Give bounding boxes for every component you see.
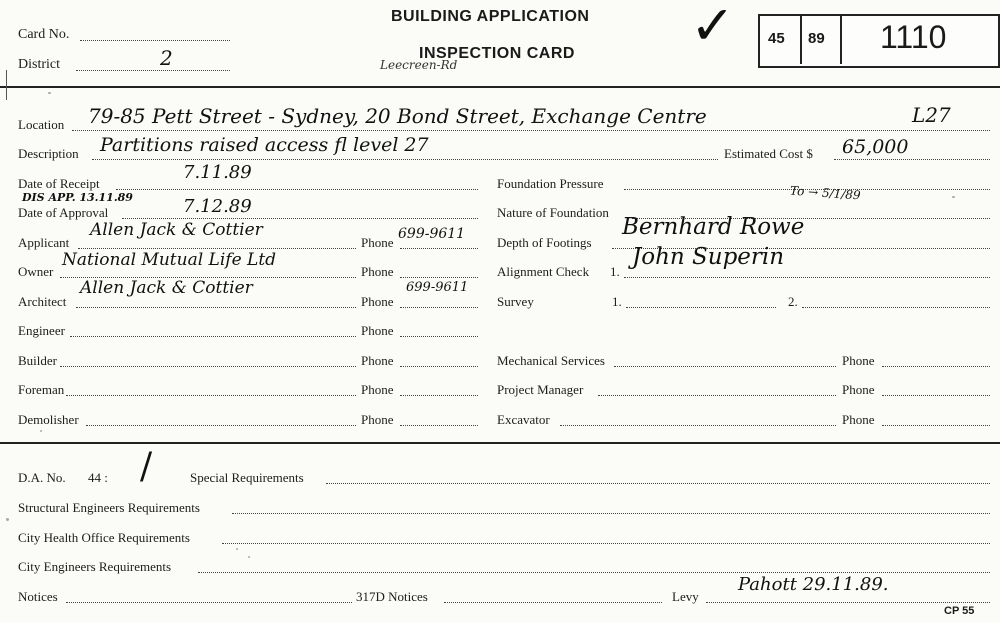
owner-label: Owner bbox=[18, 264, 54, 279]
health-req-line bbox=[222, 543, 990, 544]
depth-footings-label: Depth of Footings bbox=[497, 235, 592, 250]
special-req-line bbox=[326, 483, 990, 484]
project-manager-label: Project Manager bbox=[497, 382, 584, 397]
scan-mark bbox=[6, 70, 7, 100]
health-req-label: City Health Office Requirements bbox=[18, 530, 190, 545]
applicant-phone-label: Phone bbox=[361, 235, 394, 250]
district-value: 2 bbox=[160, 46, 173, 70]
box-divider-1 bbox=[800, 16, 802, 64]
scan-speck bbox=[236, 548, 238, 550]
location-label: Location bbox=[18, 117, 65, 132]
builder-phone-line bbox=[400, 366, 478, 367]
foundation-pressure-label: Foundation Pressure bbox=[497, 176, 604, 191]
date-approval-label: Date of Approval bbox=[18, 205, 109, 220]
header-scribble: Leecreen-Rd bbox=[380, 58, 458, 72]
engineer-phone-line bbox=[400, 336, 478, 337]
project-manager-phone-label: Phone bbox=[842, 382, 875, 397]
scan-speck bbox=[952, 196, 955, 198]
builder-phone-label: Phone bbox=[361, 353, 394, 368]
levy-label: Levy bbox=[672, 589, 699, 604]
card-no-line bbox=[80, 40, 230, 41]
demolisher-phone-label: Phone bbox=[361, 412, 394, 427]
notices-line bbox=[66, 602, 352, 603]
architect-phone-line bbox=[400, 307, 478, 308]
depth-footings-value: Bernhard Rowe bbox=[622, 214, 805, 240]
mechanical-phone-line bbox=[882, 366, 990, 367]
da-no-value: 44 : bbox=[88, 470, 108, 485]
alignment-check-value: John Superin bbox=[632, 244, 785, 270]
builder-label: Builder bbox=[18, 353, 57, 368]
scan-speck bbox=[248, 556, 250, 558]
number-box-3: 1110 bbox=[880, 19, 947, 55]
date-approval-line bbox=[122, 218, 478, 219]
number-box-1: 45 bbox=[768, 30, 785, 47]
requirements-divider bbox=[0, 442, 1000, 444]
applicant-label: Applicant bbox=[18, 235, 70, 250]
nature-foundation-note: To → 5/1/89 bbox=[789, 183, 862, 203]
card-title-line2: INSPECTION CARD bbox=[419, 45, 575, 62]
foreman-phone-line bbox=[400, 395, 478, 396]
excavator-label: Excavator bbox=[497, 412, 550, 427]
date-receipt-label: Date of Receipt bbox=[18, 176, 100, 191]
description-value: Partitions raised access fl level 27 bbox=[100, 134, 429, 156]
nature-foundation-label: Nature of Foundation bbox=[497, 205, 609, 220]
architect-value: Allen Jack & Cottier bbox=[80, 278, 253, 298]
header-divider bbox=[0, 86, 1000, 88]
mechanical-label: Mechanical Services bbox=[497, 353, 605, 368]
notices-label: Notices bbox=[18, 589, 58, 604]
survey-index-2: 2. bbox=[788, 294, 798, 309]
description-label: Description bbox=[18, 146, 79, 161]
excavator-phone-label: Phone bbox=[842, 412, 875, 427]
architect-label: Architect bbox=[18, 294, 67, 309]
dis-app-note: DIS APP. 13.11.89 bbox=[22, 191, 133, 204]
district-line bbox=[76, 70, 230, 71]
engineer-phone-label: Phone bbox=[361, 323, 394, 338]
notices-317d-line bbox=[444, 602, 662, 603]
applicant-phone-value: 699-9611 bbox=[398, 226, 466, 242]
card-title-line1: BUILDING APPLICATION bbox=[391, 8, 590, 25]
demolisher-label: Demolisher bbox=[18, 412, 79, 427]
alignment-check-label: Alignment Check bbox=[497, 264, 590, 279]
owner-phone-line bbox=[400, 277, 478, 278]
foreman-label: Foreman bbox=[18, 382, 65, 397]
mechanical-line bbox=[614, 366, 836, 367]
description-line bbox=[92, 159, 718, 160]
demolisher-line bbox=[86, 425, 356, 426]
date-approval-value: 7.12.89 bbox=[183, 196, 252, 217]
structural-req-label: Structural Engineers Requirements bbox=[18, 500, 200, 515]
applicant-phone-line bbox=[400, 248, 478, 249]
estimated-cost-value: 65,000 bbox=[842, 136, 909, 158]
engineer-label: Engineer bbox=[18, 323, 65, 338]
alignment-check-line bbox=[624, 277, 990, 278]
form-code: CP 55 bbox=[944, 605, 975, 617]
city-engineers-req-line bbox=[198, 572, 990, 573]
da-no-label: D.A. No. bbox=[18, 470, 66, 485]
demolisher-phone-line bbox=[400, 425, 478, 426]
structural-req-line bbox=[232, 513, 990, 514]
estimated-cost-label: Estimated Cost $ bbox=[724, 146, 813, 161]
scan-speck bbox=[40, 430, 42, 432]
builder-line bbox=[60, 366, 356, 367]
levy-value: Pahott 29.11.89. bbox=[738, 574, 889, 595]
engineer-line bbox=[70, 336, 356, 337]
excavator-phone-line bbox=[882, 425, 990, 426]
applicant-line bbox=[78, 248, 356, 249]
excavator-line bbox=[560, 425, 836, 426]
check-mark: ✓ bbox=[690, 0, 736, 57]
card-number-box bbox=[758, 14, 1000, 68]
project-manager-phone-line bbox=[882, 395, 990, 396]
survey-line-2 bbox=[802, 307, 990, 308]
date-receipt-value: 7.11.89 bbox=[183, 162, 252, 183]
location-value: 79-85 Pett Street - Sydney, 20 Bond Street, Exchange Centre bbox=[88, 104, 707, 128]
architect-line bbox=[76, 307, 356, 308]
applicant-value: Allen Jack & Cottier bbox=[90, 220, 263, 240]
owner-value: National Mutual Life Ltd bbox=[62, 250, 277, 270]
location-line bbox=[72, 130, 990, 131]
special-req-label: Special Requirements bbox=[190, 470, 304, 485]
city-engineers-req-label: City Engineers Requirements bbox=[18, 559, 172, 574]
mechanical-phone-label: Phone bbox=[842, 353, 875, 368]
alignment-index-1: 1. bbox=[610, 264, 620, 279]
estimated-cost-line bbox=[834, 159, 990, 160]
levy-line bbox=[706, 602, 990, 603]
survey-index-1: 1. bbox=[612, 294, 622, 309]
district-label: District bbox=[18, 57, 60, 72]
owner-phone-label: Phone bbox=[361, 264, 394, 279]
project-manager-line bbox=[598, 395, 836, 396]
architect-phone-label: Phone bbox=[361, 294, 394, 309]
da-slash: / bbox=[140, 446, 153, 487]
box-divider-2 bbox=[840, 16, 842, 64]
card-no-label: Card No. bbox=[18, 27, 70, 42]
number-box-2: 89 bbox=[808, 30, 825, 47]
foreman-line bbox=[66, 395, 356, 396]
architect-phone-value: 699-9611 bbox=[406, 280, 469, 295]
survey-line-1 bbox=[626, 307, 776, 308]
scan-speck bbox=[48, 92, 51, 94]
location-level: L27 bbox=[912, 103, 951, 127]
foreman-phone-label: Phone bbox=[361, 382, 394, 397]
notices-317d-label: 317D Notices bbox=[356, 589, 428, 604]
survey-label: Survey bbox=[497, 294, 534, 309]
date-receipt-line bbox=[116, 189, 478, 190]
scan-speck bbox=[6, 518, 9, 521]
